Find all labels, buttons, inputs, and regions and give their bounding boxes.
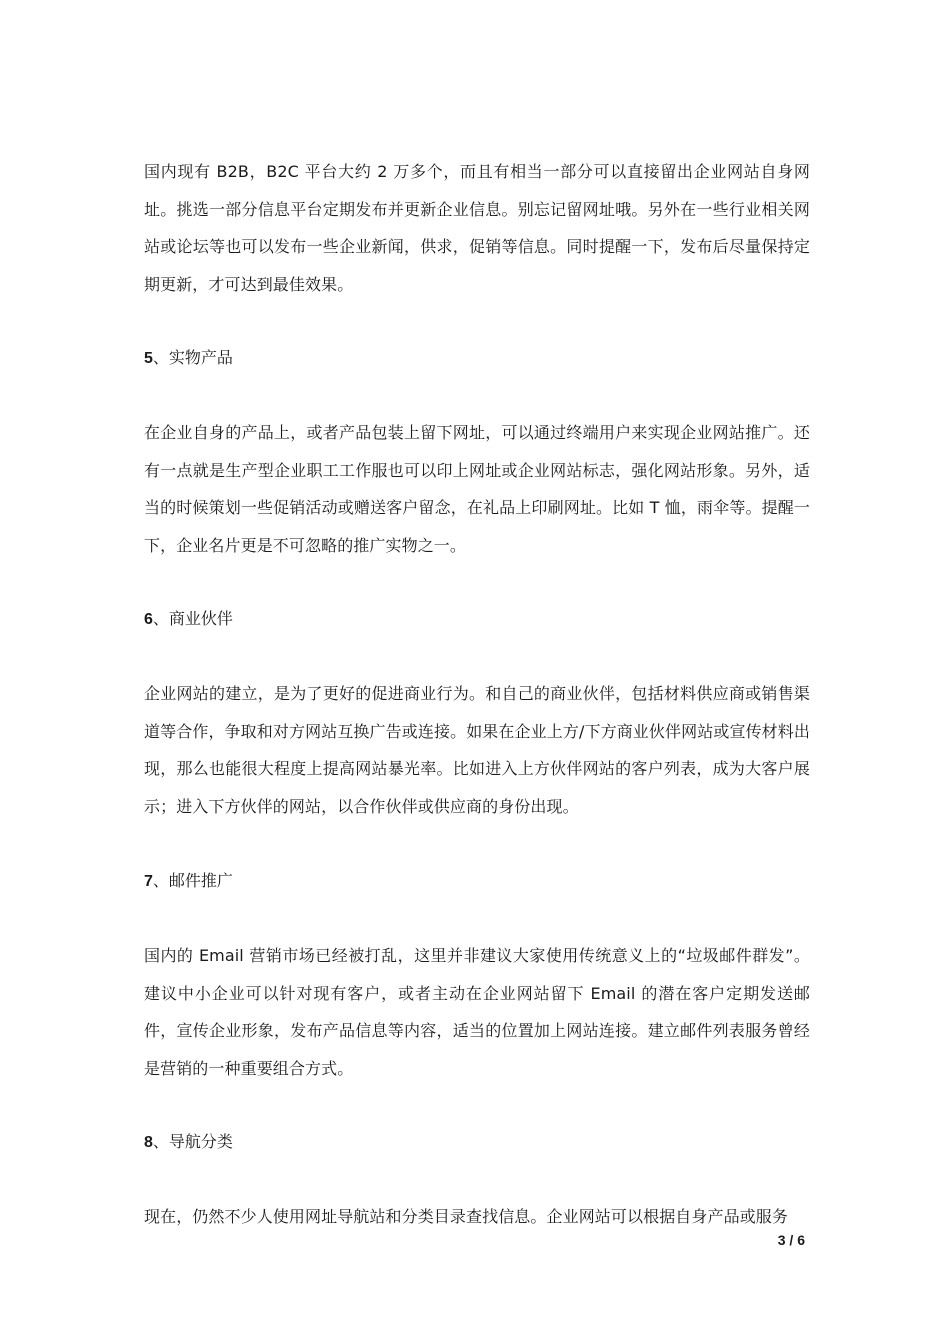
heading-email-promotion	[144, 869, 233, 894]
paragraph-platforms: 国内现有 B2B，B2C 平台大约 2 万多个，而且有相当一部分可以直接留出企业网站自身网址。挑选一部分信息平台定期发布并更新企业信息。别忘记留网址哦。另外在一些行业相关网站或论坛等也可以发布一些企业新闻，供求，促销等信息。同时提醒一下，发布后尽量保持定期更新，才可达到最佳效果。	[144, 162, 810, 294]
heading-title: 、实物产品	[152, 348, 233, 367]
heading-title: 、商业伙伴	[152, 609, 233, 628]
heading-title: 、导航分类	[152, 1132, 233, 1151]
paragraph-email-promotion: 国内的 Email 营销市场已经被打乱，这里并非建议大家使用传统意义上的“垃圾邮件群发”。建议中小企业可以针对现有客户，或者主动在企业网站留下 Email 的潜在客户定期发送邮件，宣传企业形象，发布产品信息等内容，适当的位置加上网站连接。建立邮件列表服务曾经是营销的一种重要组合方式。	[144, 946, 810, 1078]
heading-number: 7	[144, 873, 153, 890]
paragraph-business-partners: 企业网站的建立，是为了更好的促进商业行为。和自己的商业伙伴，包括材料供应商或销售渠道等合作，争取和对方网站互换广告或连接。如果在企业上方/下方商业伙伴网站或宣传材料出现，那么也能很大程度上提高网站暴光率。比如进入上方伙伴网站的客户列表，成为大客户展示；进入下方伙伴的网站，以合作伙伴或供应商的身份出现。	[144, 684, 810, 816]
paragraph-navigation-directories: 现在，仍然不少人使用网址导航站和分类目录查找信息。企业网站可以根据自身产品或服务	[144, 1207, 789, 1226]
heading-business-partners	[144, 607, 233, 632]
heading-number: 5	[144, 350, 153, 367]
heading-physical-products	[144, 346, 233, 371]
heading-number: 6	[144, 611, 153, 628]
page-number: 3 / 6	[777, 1232, 805, 1248]
paragraph-physical-products: 在企业自身的产品上，或者产品包装上留下网址，可以通过终端用户来实现企业网站推广。还有一点就是生产型企业职工工作服也可以印上网址或企业网站标志，强化网站形象。另外，适当的时候策划一些促销活动或赠送客户留念，在礼品上印刷网址。比如 T 恤，雨伞等。提醒一下，企业名片更是不可忽略的推广实物之一。	[144, 423, 810, 555]
heading-navigation-directories	[144, 1130, 233, 1155]
heading-number: 8	[144, 1134, 153, 1151]
heading-title: 、邮件推广	[152, 871, 233, 890]
